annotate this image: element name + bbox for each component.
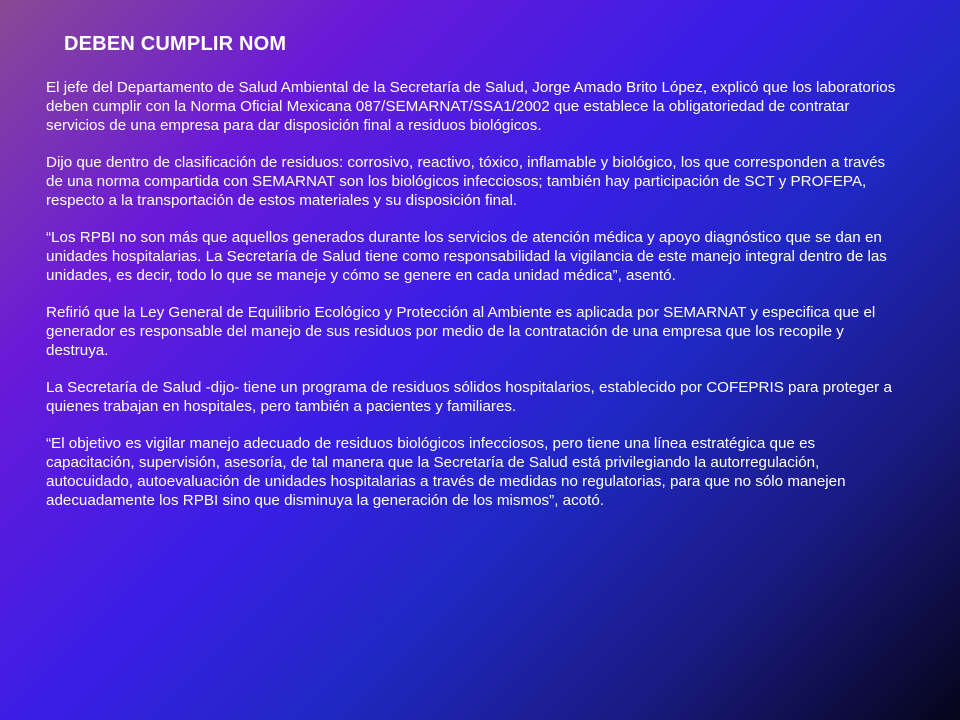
slide-body — [46, 78, 896, 528]
paragraph-3: “Los RPBI no son más que aquellos generados durante los servicios de atención médica y apoyo diagnóstico que se dan en unidades hospitalarias. La Secretaría de Salud tiene como responsabilidad la vigilancia de este manejo integral dentro de las unidades, es decir, todo lo que se maneje y cómo se genere en cada unidad médica”, asentó. — [46, 229, 887, 284]
slide-title: DEBEN CUMPLIR NOM — [64, 33, 287, 55]
paragraph-5: La Secretaría de Salud -dijo- tiene un programa de residuos sólidos hospitalarios, establecido por COFEPRIS para proteger a quienes trabajan en hospitales, pero también a pacientes y familiares. — [46, 379, 892, 415]
paragraph-4: Refirió que la Ley General de Equilibrio Ecológico y Protección al Ambiente es aplicada por SEMARNAT y especifica que el generador es responsable del manejo de sus residuos por medio de la contratación de una empresa que los recopile y destruya. — [46, 304, 876, 359]
paragraph-2: Dijo que dentro de clasificación de residuos: corrosivo, reactivo, tóxico, inflamable y biológico, los que corresponden a través de una norma compartida con SEMARNAT son los biológicos infecciosos; también hay participación de SCT y PROFEPA, respecto a la transportación de estos materiales y su disposición final. — [46, 154, 886, 209]
paragraph-1: El jefe del Departamento de Salud Ambiental de la Secretaría de Salud, Jorge Amado Brito López, explicó que los laboratorios deben cumplir con la Norma Oficial Mexicana 087/SEMARNAT/SSA1/2002 que establece la obligatoriedad de contratar servicios de una empresa para dar disposición final a residuos biológicos. — [46, 79, 896, 134]
paragraph-6: “El objetivo es vigilar manejo adecuado de residuos biológicos infecciosos, pero tiene una línea estratégica que es capacitación, supervisión, asesoría, de tal manera que la Secretaría de Salud está privilegiando la autorregulación, autocuidado, autoevaluación de unidades hospitalarias a través de medidas no regulatorias, para que no sólo manejen adecuadamente los RPBI sino que disminuya la generación de los mismos”, acotó. — [46, 435, 846, 509]
